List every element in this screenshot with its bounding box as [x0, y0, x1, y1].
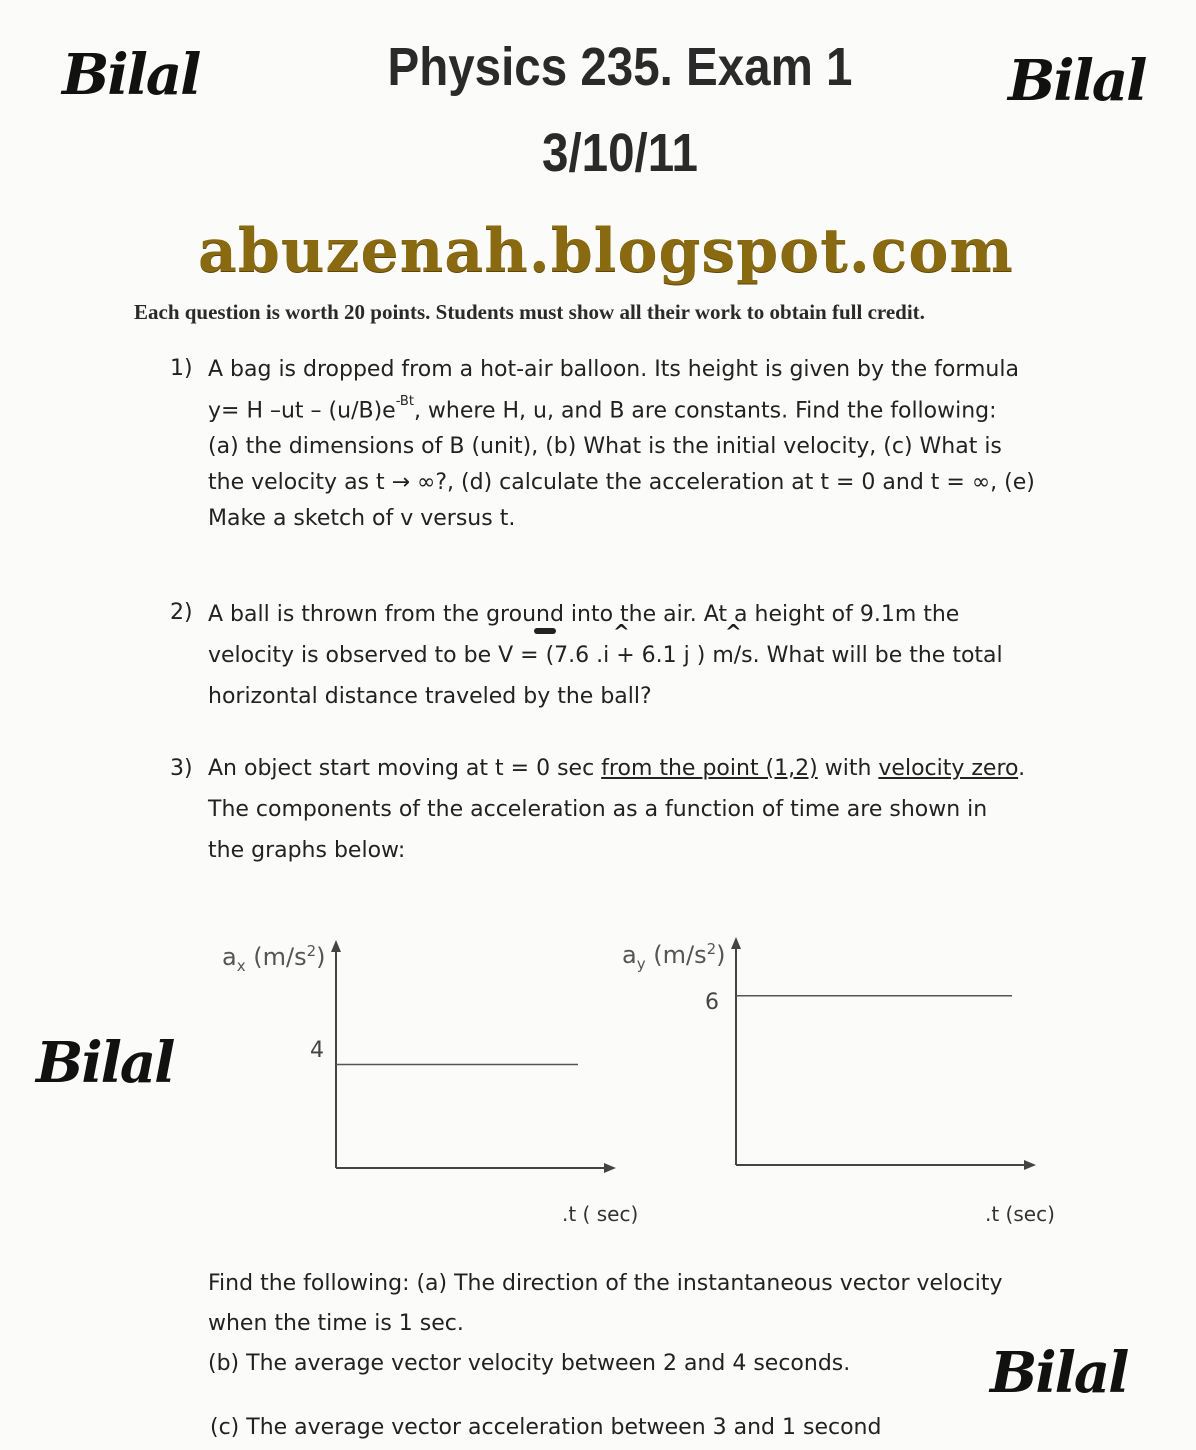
question-1-text: A bag is dropped from a hot-air balloon. Its height is given by the formula y= H $-ut - (u/B)e^{-Bt}$, where H, u, and B are constants. Find the following: (a) the dimensions of B (unit), (b) What is the initial velocity, (c) What is the velocity as t → ∞?, (d) calculate the acceleration at t = 0 and t = ∞, (e) Make a sketch of v versus t.	[208, 357, 1035, 532]
ax-axis-label: $a_x$ $(m/s^2)$	[222, 942, 326, 975]
ax-tick-label: 4	[310, 1038, 324, 1063]
question-1-number: 1)	[170, 356, 193, 381]
ay-y-arrow	[731, 937, 741, 949]
ax-x-label: .t ( sec)	[562, 1202, 639, 1226]
signature-bottom-right: Bilal	[990, 1340, 1128, 1406]
j-hat-mark: ^	[725, 620, 742, 644]
ax-x-arrow	[604, 1163, 616, 1173]
find-section: Find the following: (a) The direction of the instantaneous vector velocity when the time is 1 sec. (b) The average vector velocity between 2 and 4 seconds.	[208, 1271, 1003, 1376]
question-3-text: An object start moving at t = 0 sec from the point (1,2) with velocity zero. The components of the acceleration as a function of time are shown in the graphs below:	[208, 756, 1026, 863]
ay-axis-label: $a_y$ $(m/s^2)$	[622, 940, 726, 973]
instructions: Each question is worth 20 points. Students must show all their work to obtain full credit.	[134, 300, 925, 324]
ax-chart	[320, 938, 630, 1183]
question-2-text: A ball is thrown from the ground into the air. At a height of 9.1m the velocity is observed to be V = (7.6 .i + 6.1 j ) m/s. What will be the total horizontal distance traveled by the ball?	[208, 602, 1003, 709]
signature-top-left: Bilal	[62, 42, 200, 108]
ay-tick-label: 6	[705, 990, 719, 1015]
question-3-number: 3)	[170, 756, 193, 781]
vector-arrow-mark	[534, 628, 556, 634]
ax-y-arrow	[331, 940, 341, 952]
signature-top-right: Bilal	[1008, 48, 1146, 114]
i-hat-mark: ^	[613, 620, 630, 644]
exam-title: Physics 235. Exam 1	[387, 37, 853, 97]
blog-url: abuzenah.blogspot.com	[198, 216, 1014, 286]
signature-middle-left: Bilal	[36, 1030, 174, 1096]
ay-x-label: .t (sec)	[985, 1202, 1055, 1226]
question-2-number: 2)	[170, 600, 193, 625]
ay-chart	[720, 935, 1050, 1180]
exam-date: 3/10/11	[542, 123, 698, 183]
find-part-c: (c) The average vector acceleration between 3 and 1 second	[210, 1415, 882, 1440]
ay-x-arrow	[1024, 1160, 1036, 1170]
